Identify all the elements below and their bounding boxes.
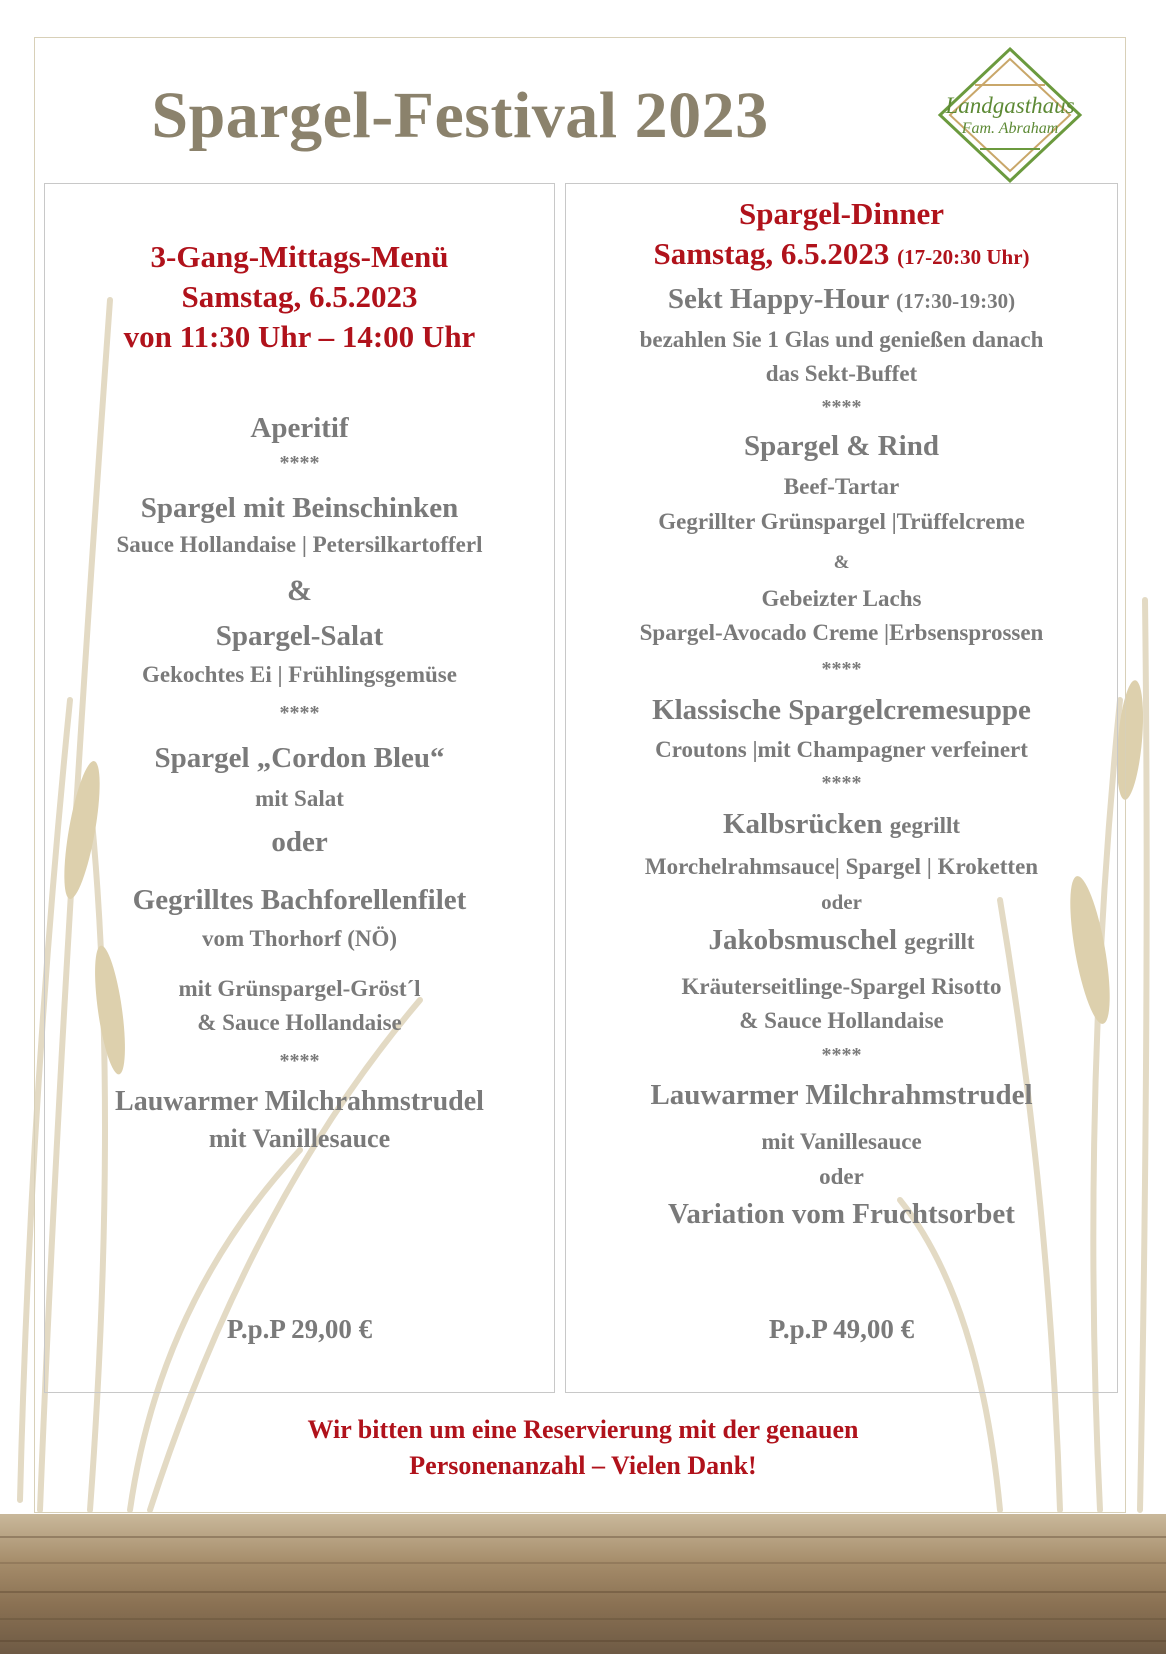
dinner-date: Samstag, 6.5.2023 [653, 236, 890, 271]
dinner-time: (17-20:30 Uhr) [897, 245, 1030, 269]
dish-title: Spargel-Salat [215, 620, 384, 652]
lunch-date: Samstag, 6.5.2023 [181, 279, 418, 314]
dinner-date-line [566, 236, 1117, 272]
happy-hour-line [566, 283, 1117, 316]
dish-subtitle: Sauce Hollandaise | Petersilkartofferl [116, 532, 483, 557]
dessert-title: Variation vom Fruchtsorbet [668, 1198, 1015, 1230]
dish-subtitle: Gekochtes Ei | Frühlingsgemüse [142, 662, 457, 687]
separator: **** [279, 452, 320, 474]
separator: **** [279, 702, 320, 724]
course-suffix: gegrillt [904, 929, 975, 954]
dessert-title: Lauwarmer Milchrahmstrudel [650, 1079, 1033, 1111]
course-title: Jakobsmuschel [708, 924, 898, 956]
dinner-menu-column [565, 183, 1118, 1393]
course-suffix: gegrillt [889, 813, 961, 838]
separator: **** [279, 1050, 320, 1072]
ampersand: & [287, 574, 312, 607]
course-subtitle: & Sauce Hollandaise [739, 1008, 944, 1033]
lunch-menu-column [44, 183, 555, 1393]
course-subtitle: Spargel-Avocado Creme |Erbsensprossen [639, 620, 1044, 645]
separator: **** [821, 772, 862, 794]
course-subtitle: Beef-Tartar [783, 474, 900, 499]
dessert-subtitle: mit Vanillesauce [761, 1129, 922, 1154]
course-title-line [566, 808, 1117, 841]
dish-title: Spargel mit Beinschinken [140, 492, 459, 524]
page-title: Spargel-Festival 2023 [151, 79, 769, 152]
dinner-price: P.p.P 49,00 € [768, 1314, 915, 1344]
lunch-price: P.p.P 29,00 € [226, 1314, 373, 1344]
separator: **** [821, 396, 862, 418]
oder: oder [819, 1164, 864, 1189]
course-subtitle: Gegrillter Grünspargel |Trüffelcreme [658, 509, 1025, 534]
oder: oder [821, 890, 862, 914]
reservation-note-2: Personenanzahl – Vielen Dank! [409, 1451, 757, 1480]
aperitif: Aperitif [250, 412, 349, 444]
logo-line-2: Fam. Abraham [961, 120, 1059, 137]
ampersand: & [833, 552, 850, 573]
separator: **** [821, 1044, 862, 1066]
dish-subtitle: mit Salat [255, 786, 344, 811]
dish-subtitle: mit Grünspargel-Gröst´l [178, 976, 421, 1001]
oder: oder [271, 826, 328, 858]
course-subtitle: Kräuterseitlinge-Spargel Risotto [681, 974, 1002, 999]
logo-line-1: Landgasthaus [945, 93, 1075, 118]
course-title: Kalbsrücken [722, 808, 883, 840]
lunch-heading: 3-Gang-Mittags-Menü [150, 239, 449, 274]
dessert-title: Lauwarmer Milchrahmstrudel [115, 1086, 484, 1117]
dessert-subtitle: mit Vanillesauce [208, 1124, 391, 1153]
separator: **** [821, 658, 862, 680]
course-title: Spargel & Rind [744, 430, 939, 462]
dish-subtitle: vom Thorhorf (NÖ) [201, 926, 398, 951]
happy-hour-title: Sekt Happy-Hour [667, 283, 889, 315]
reservation-note: Wir bitten um eine Reservierung mit der genauen [307, 1415, 859, 1444]
happy-hour-note: das Sekt-Buffet [765, 361, 918, 386]
course-subtitle: Gebeizter Lachs [761, 586, 922, 611]
wood-plank-footer [0, 1514, 1166, 1654]
dish-title: Spargel „Cordon Bleu“ [154, 742, 445, 774]
happy-hour-time: (17:30-19:30) [896, 289, 1016, 313]
dish-subtitle: & Sauce Hollandaise [197, 1010, 402, 1035]
dinner-heading: Spargel-Dinner [739, 196, 944, 231]
course-subtitle: Croutons |mit Champagner verfeinert [655, 737, 1028, 762]
lunch-time: von 11:30 Uhr – 14:00 Uhr [123, 319, 476, 354]
course-title: Klassische Spargelcremesuppe [652, 694, 1031, 726]
happy-hour-note: bezahlen Sie 1 Glas und genießen danach [639, 327, 1044, 352]
course-subtitle: Morchelrahmsauce| Spargel | Kroketten [644, 854, 1039, 879]
restaurant-logo [920, 45, 1100, 185]
dish-title: Gegrilltes Bachforellenfilet [132, 884, 467, 916]
course-title-line [566, 924, 1117, 957]
